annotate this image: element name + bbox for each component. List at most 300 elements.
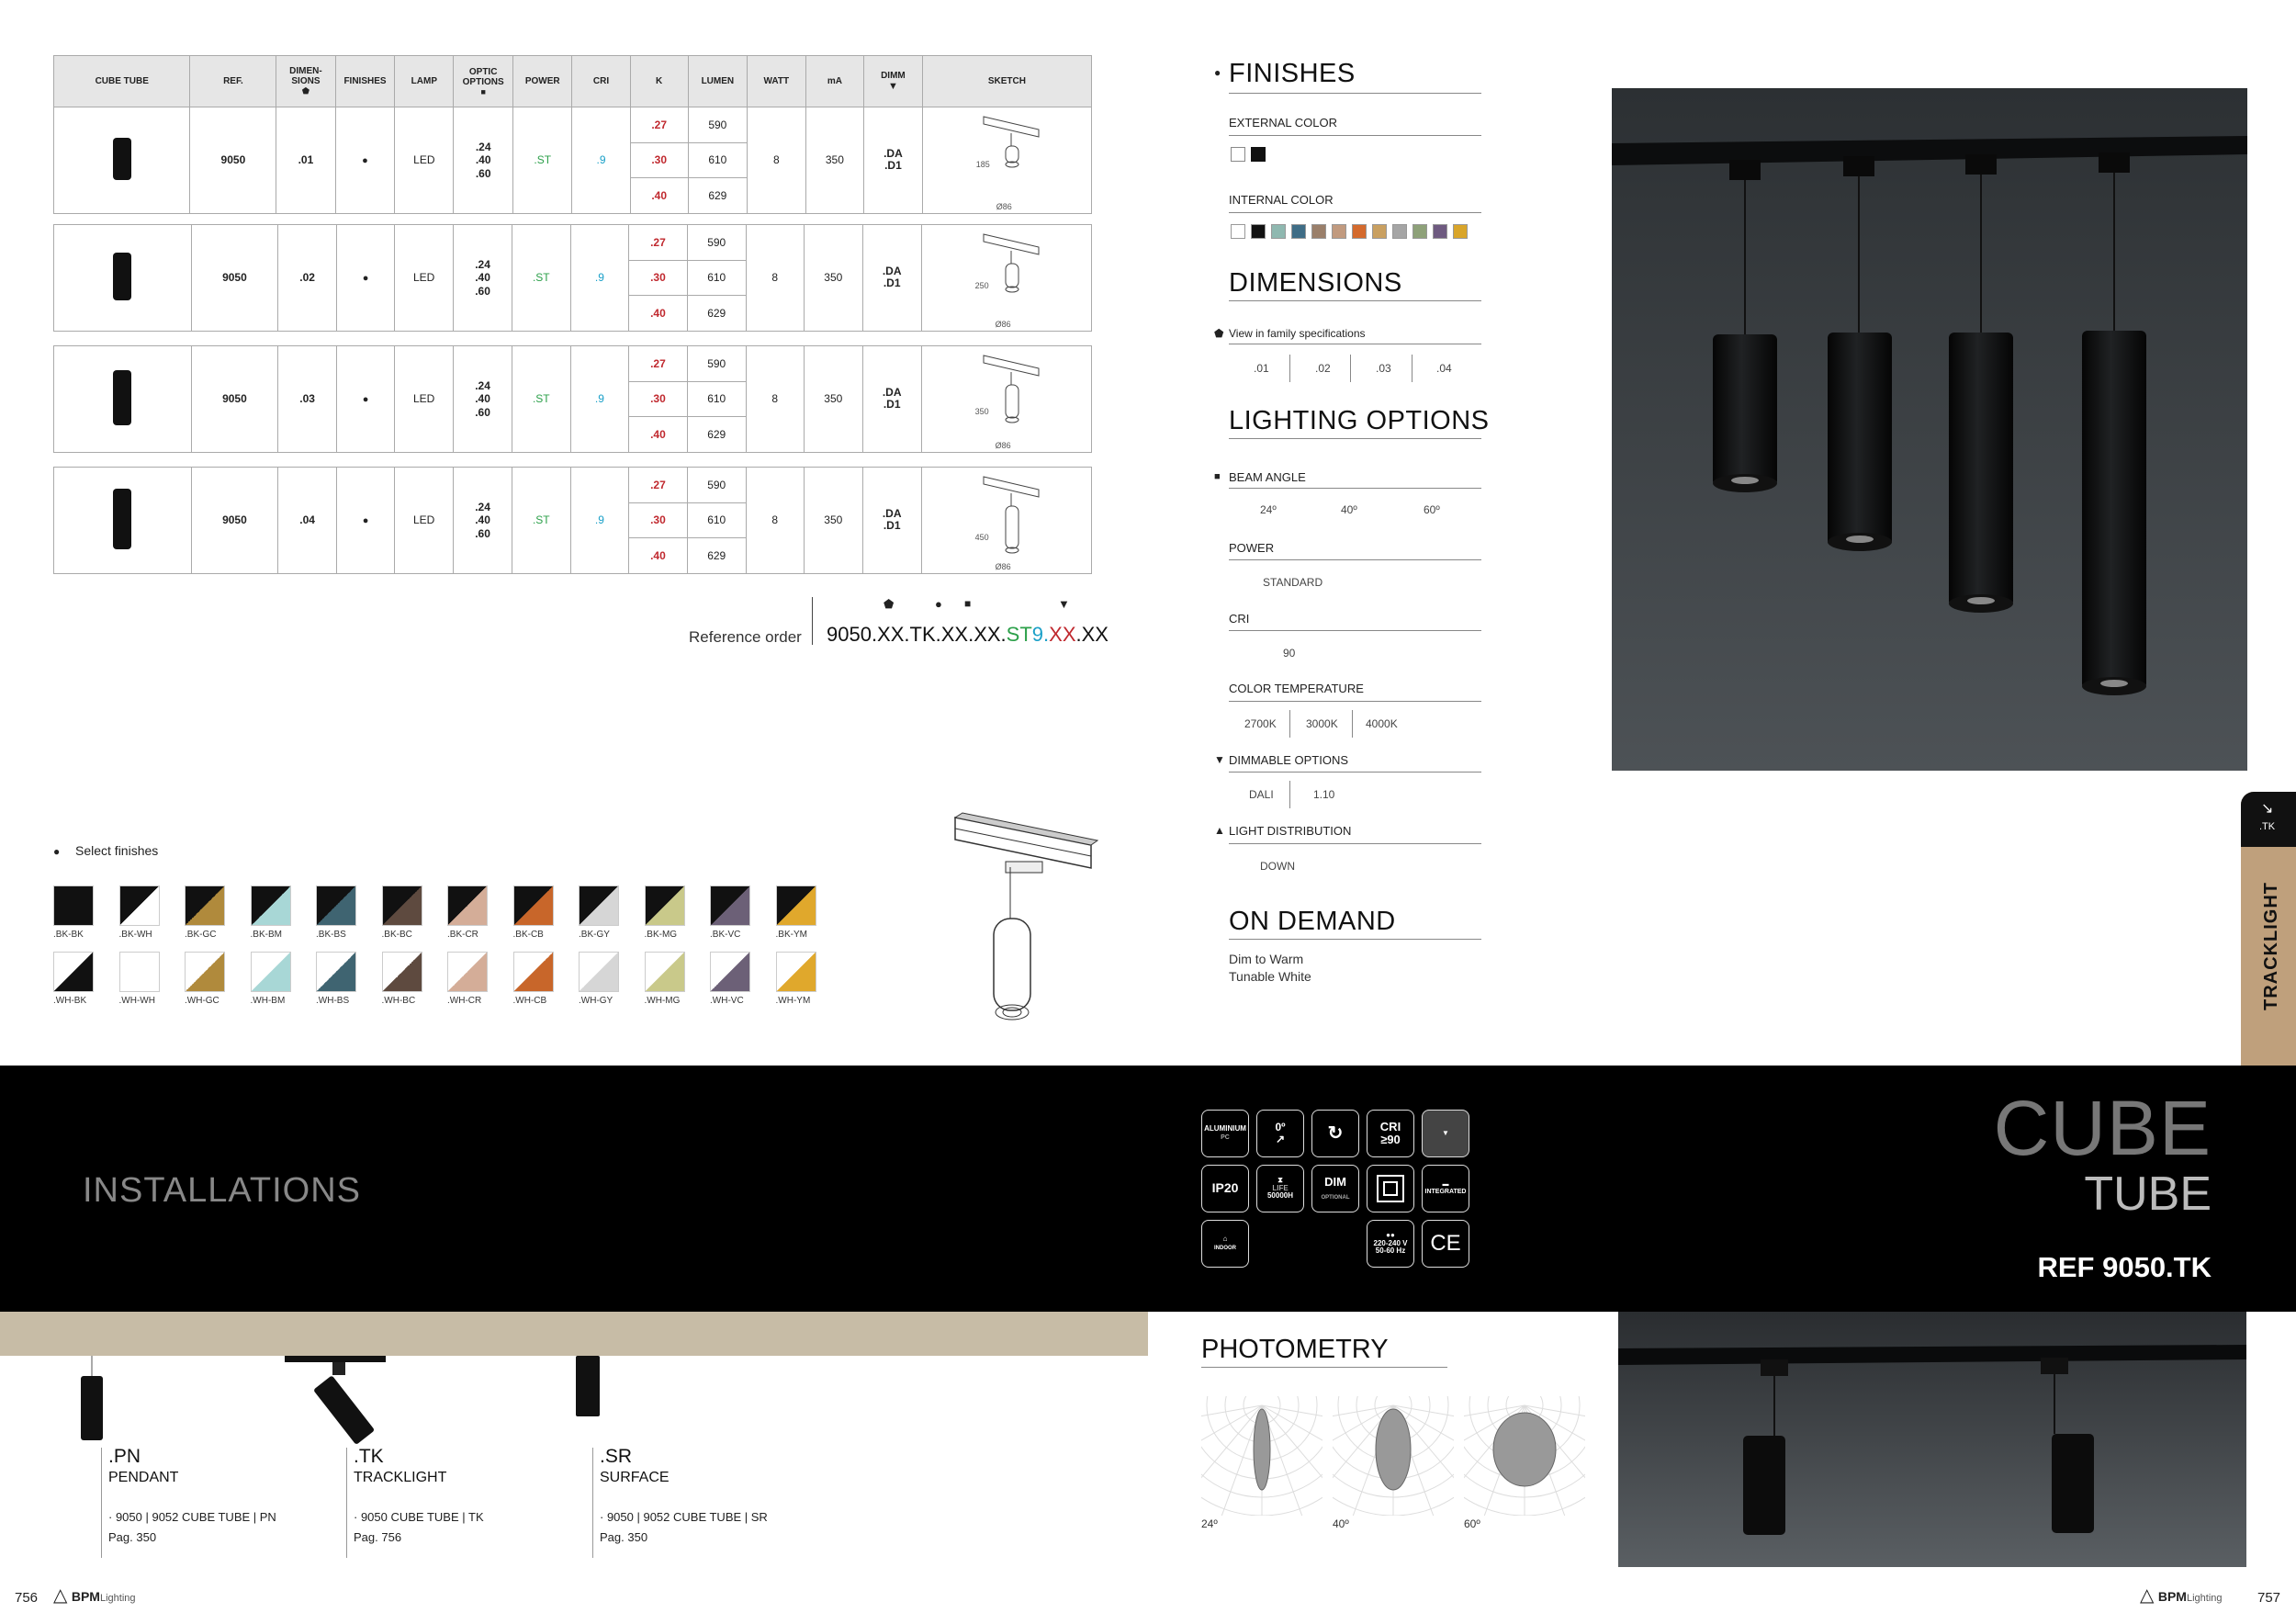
cell-optic: .24 .40 .60 bbox=[454, 107, 513, 214]
install-ref[interactable]: · 9050 CUBE TUBE | TK bbox=[354, 1510, 484, 1524]
pentagon-icon: ⬟ bbox=[1214, 327, 1224, 340]
cell-power: .ST bbox=[513, 107, 572, 214]
internal-color-swatch bbox=[1433, 224, 1447, 239]
option-value: 40º bbox=[1341, 503, 1357, 516]
sketch-height: 350 bbox=[974, 407, 989, 416]
cell-optic: .24 .40 .60 bbox=[454, 346, 512, 453]
light-distribution-value: DOWN bbox=[1260, 860, 1295, 873]
dimensions-title: DIMENSIONS bbox=[1229, 268, 1402, 298]
photometry-label: 24º bbox=[1201, 1517, 1218, 1530]
divider bbox=[1289, 710, 1290, 738]
finish-swatch[interactable] bbox=[579, 885, 619, 926]
cell-dimm: .DA .D1 bbox=[864, 107, 923, 214]
table-header-cell: LAMP bbox=[395, 56, 454, 107]
divider bbox=[1229, 772, 1481, 773]
sketch-height: 450 bbox=[974, 533, 989, 542]
cell-cri: .9 bbox=[570, 346, 628, 453]
sketch-cell bbox=[921, 346, 1091, 453]
internal-color-swatch bbox=[1271, 224, 1286, 239]
option-value: .01 bbox=[1254, 362, 1269, 375]
finish-swatch-label: .BK-BK bbox=[53, 930, 84, 940]
finish-swatch[interactable] bbox=[645, 952, 685, 992]
photometry-label: 40º bbox=[1333, 1517, 1349, 1530]
divider bbox=[1229, 488, 1481, 489]
power-value: STANDARD bbox=[1263, 576, 1323, 589]
finish-swatch-label: .BK-MG bbox=[644, 930, 678, 940]
divider bbox=[1229, 630, 1481, 631]
lighting-options-title: LIGHTING OPTIONS bbox=[1229, 406, 1490, 435]
finish-dot-cell bbox=[335, 107, 395, 214]
cell-cri: .9 bbox=[570, 225, 628, 332]
option-value: 1.10 bbox=[1313, 788, 1335, 801]
cell-cri: .9 bbox=[572, 107, 630, 214]
internal-color-swatch bbox=[1392, 224, 1407, 239]
brand-name: BPM bbox=[2157, 1589, 2187, 1604]
sketch-height: 250 bbox=[974, 281, 989, 290]
class-ii-icon bbox=[1367, 1165, 1414, 1212]
cell-k: .27 bbox=[630, 107, 688, 143]
install-ref[interactable]: · 9050 | 9052 CUBE TUBE | SR bbox=[600, 1510, 768, 1524]
finish-swatch[interactable] bbox=[382, 885, 422, 926]
ce-icon: CE bbox=[1422, 1220, 1469, 1268]
cell-ma: 350 bbox=[804, 225, 862, 332]
cell-k: .40 bbox=[630, 178, 688, 214]
finish-swatch[interactable] bbox=[447, 952, 488, 992]
table-header-cell: K bbox=[630, 56, 688, 107]
tracklight-illustration bbox=[285, 1356, 386, 1448]
divider bbox=[1289, 781, 1290, 808]
divider bbox=[1229, 212, 1481, 213]
option-value: 60º bbox=[1424, 503, 1440, 516]
cell-lumen: 590 bbox=[687, 225, 746, 261]
cell-lumen: 610 bbox=[687, 260, 746, 296]
finish-swatch[interactable] bbox=[53, 952, 94, 992]
color-temperature-label: COLOR TEMPERATURE bbox=[1229, 682, 1364, 695]
on-demand-title: ON DEMAND bbox=[1229, 907, 1396, 936]
power-label: POWER bbox=[1229, 541, 1275, 555]
cell-lamp: LED bbox=[395, 468, 454, 574]
cell-ma: 350 bbox=[804, 346, 862, 453]
finish-swatch[interactable] bbox=[710, 885, 750, 926]
cri-icon: CRI ≥90 bbox=[1367, 1110, 1414, 1157]
pendant-illustration bbox=[73, 1356, 110, 1442]
cell-lumen: 590 bbox=[687, 346, 746, 382]
cell-ma: 350 bbox=[804, 468, 862, 574]
finish-dot-cell bbox=[336, 346, 394, 453]
internal-color-swatch bbox=[1311, 224, 1326, 239]
table-header-cell: SKETCH bbox=[922, 56, 1091, 107]
installations-title: INSTALLATIONS bbox=[83, 1171, 361, 1210]
sdcm-icon: ▼ bbox=[1422, 1110, 1469, 1157]
finish-swatch-label: .BK-WH bbox=[118, 930, 152, 940]
reference-order bbox=[689, 597, 1109, 646]
finish-swatch[interactable] bbox=[251, 885, 291, 926]
product-thumbnail-cell bbox=[54, 107, 190, 214]
external-color-black bbox=[1251, 147, 1266, 162]
finish-swatch[interactable] bbox=[382, 952, 422, 992]
square-icon: ■ bbox=[480, 86, 486, 96]
brand-name: BPM bbox=[71, 1589, 100, 1604]
finish-swatch[interactable] bbox=[447, 885, 488, 926]
rotation-icon: ↻ bbox=[1311, 1110, 1359, 1157]
external-color-label: EXTERNAL COLOR bbox=[1229, 116, 1337, 130]
installation-photo bbox=[1618, 1312, 2246, 1567]
product-thumbnail bbox=[113, 370, 131, 425]
finish-swatch-label: .WH-GC bbox=[185, 996, 219, 1006]
cell-lumen: 610 bbox=[688, 142, 747, 178]
product-thumbnail bbox=[113, 253, 131, 300]
cell-ref: 9050 bbox=[191, 346, 278, 453]
product-thumbnail-cell bbox=[54, 346, 192, 453]
finish-swatch-label: .WH-BK bbox=[53, 996, 87, 1006]
cell-lumen: 610 bbox=[687, 502, 746, 538]
finish-dot-cell bbox=[336, 468, 394, 574]
cell-lumen: 629 bbox=[687, 417, 746, 453]
internal-color-swatch bbox=[1412, 224, 1427, 239]
cell-k: .30 bbox=[630, 142, 688, 178]
brand-sub: Lighting bbox=[99, 1593, 136, 1604]
square-icon: ■ bbox=[1214, 471, 1221, 482]
divider bbox=[1352, 710, 1353, 738]
divider bbox=[1229, 438, 1481, 439]
page-number-left: 756 bbox=[15, 1590, 39, 1606]
order-marker-dot-icon: ● bbox=[935, 597, 942, 611]
install-divider bbox=[346, 1448, 347, 1558]
install-code: .PN bbox=[108, 1446, 141, 1467]
finish-swatch-label: .BK-CR bbox=[447, 930, 478, 940]
cell-lumen: 590 bbox=[687, 468, 746, 503]
cell-k: .40 bbox=[629, 296, 688, 332]
finish-swatch-label: .WH-VC bbox=[710, 996, 744, 1006]
cell-lamp: LED bbox=[395, 225, 454, 332]
bullet-icon: ● bbox=[53, 845, 61, 858]
bullet-icon: ● bbox=[362, 272, 369, 284]
finish-swatch[interactable] bbox=[645, 885, 685, 926]
cell-lumen: 610 bbox=[687, 381, 746, 417]
finish-dot-cell bbox=[336, 225, 394, 332]
finish-swatch-label: .BK-BM bbox=[250, 930, 282, 940]
divider bbox=[1229, 701, 1481, 702]
divider bbox=[1229, 559, 1481, 560]
cell-power: .ST bbox=[512, 346, 570, 453]
finish-swatch[interactable] bbox=[185, 885, 225, 926]
sketch-drawing bbox=[965, 469, 1048, 569]
sketch-drawing bbox=[965, 109, 1048, 209]
finish-swatch[interactable] bbox=[316, 885, 356, 926]
cell-ma: 350 bbox=[805, 107, 863, 214]
install-code: .SR bbox=[600, 1446, 633, 1467]
triangle-down-icon: ▼ bbox=[887, 81, 898, 92]
finish-swatch[interactable] bbox=[579, 952, 619, 992]
internal-color-swatch bbox=[1332, 224, 1346, 239]
finish-swatch-label: .WH-WH bbox=[118, 996, 155, 1006]
bullet-icon: ● bbox=[362, 393, 369, 405]
aluminium-icon: ALUMINIUM PC bbox=[1201, 1110, 1249, 1157]
sketch-drawing bbox=[965, 227, 1048, 326]
cell-k: .30 bbox=[629, 381, 688, 417]
product-thumbnail bbox=[113, 489, 131, 549]
installations-band bbox=[0, 1312, 1148, 1356]
cell-dim: .03 bbox=[278, 346, 337, 453]
table-header-cell: WATT bbox=[747, 56, 805, 107]
cell-watt: 8 bbox=[747, 107, 805, 214]
finish-swatch[interactable] bbox=[776, 952, 816, 992]
table-header-cell: mA bbox=[805, 56, 863, 107]
finish-swatch-label: .BK-BS bbox=[316, 930, 346, 940]
install-divider bbox=[101, 1448, 102, 1558]
table-header-cell: OPTIC OPTIONS ■ bbox=[454, 56, 513, 107]
install-name: TRACKLIGHT bbox=[354, 1470, 447, 1485]
table-row bbox=[54, 346, 1092, 382]
finish-swatch-label: .WH-BC bbox=[381, 996, 416, 1006]
spec-table bbox=[53, 345, 1092, 453]
cell-optic: .24 .40 .60 bbox=[454, 468, 512, 574]
table-header-cell: DIMEN-SIONS ⬟ bbox=[276, 56, 335, 107]
finish-swatch[interactable] bbox=[513, 885, 554, 926]
cell-dim: .01 bbox=[276, 107, 335, 214]
finish-swatch[interactable] bbox=[776, 885, 816, 926]
divider bbox=[1229, 135, 1481, 136]
finish-swatch-label: .WH-CB bbox=[512, 996, 547, 1006]
cell-dimm: .DA .D1 bbox=[862, 346, 921, 453]
finish-swatch[interactable] bbox=[119, 952, 160, 992]
table-header-cell: DIMM ▼ bbox=[864, 56, 923, 107]
page-number-right: 757 bbox=[2257, 1590, 2281, 1606]
cell-k: .40 bbox=[629, 417, 688, 453]
order-marker-square-icon: ■ bbox=[964, 597, 972, 610]
bullet-icon: ● bbox=[362, 514, 369, 526]
table-header-cell: FINISHES bbox=[335, 56, 395, 107]
internal-color-swatch bbox=[1251, 224, 1266, 239]
sketch-cell bbox=[921, 468, 1091, 574]
finish-swatch-label: .BK-BC bbox=[381, 930, 412, 940]
reference-order-label: Reference order bbox=[689, 628, 802, 646]
install-page[interactable]: Pag. 350 bbox=[108, 1530, 157, 1544]
table-header-row bbox=[54, 56, 1092, 107]
table-header-cell: POWER bbox=[513, 56, 572, 107]
cell-optic: .24 .40 .60 bbox=[454, 225, 512, 332]
finishes-title: FINISHES bbox=[1229, 59, 1356, 88]
option-value: 24º bbox=[1260, 503, 1277, 516]
product-photo bbox=[1612, 88, 2247, 771]
cell-lumen: 629 bbox=[687, 296, 746, 332]
finishes-bullet-icon: ● bbox=[1214, 66, 1221, 79]
polar-diagram bbox=[1464, 1396, 1585, 1516]
polar-diagram bbox=[1201, 1396, 1322, 1516]
cell-k: .30 bbox=[629, 260, 688, 296]
cell-cri: .9 bbox=[570, 468, 628, 574]
table-header-cell: CUBE TUBE bbox=[54, 56, 190, 107]
cell-k: .27 bbox=[629, 468, 688, 503]
cell-lumen: 590 bbox=[688, 107, 747, 143]
side-tab-code-box bbox=[2241, 792, 2296, 847]
cell-dimm: .DA .D1 bbox=[862, 468, 921, 574]
finish-swatch[interactable] bbox=[710, 952, 750, 992]
cell-dim: .02 bbox=[278, 225, 337, 332]
finish-swatch-label: .WH-BS bbox=[316, 996, 350, 1006]
indoor-icon: ⌂ INDOOR bbox=[1201, 1220, 1249, 1268]
spec-table bbox=[53, 224, 1092, 332]
divider bbox=[1229, 939, 1481, 940]
on-demand-item: Tunable White bbox=[1229, 969, 1311, 984]
product-reference: REF 9050.TK bbox=[2037, 1251, 2212, 1283]
finish-swatch-label: .WH-MG bbox=[644, 996, 681, 1006]
product-thumbnail-cell bbox=[54, 468, 192, 574]
select-finishes bbox=[53, 843, 834, 1018]
product-title-line1: CUBE bbox=[1993, 1085, 2212, 1171]
install-page[interactable]: Pag. 756 bbox=[354, 1530, 402, 1544]
divider bbox=[1350, 355, 1351, 382]
cell-lamp: LED bbox=[395, 107, 454, 214]
install-name: PENDANT bbox=[108, 1470, 179, 1485]
cell-lamp: LED bbox=[395, 346, 454, 453]
cell-dim: .04 bbox=[278, 468, 337, 574]
reference-order-code: 9050.XX.TK.XX.XX.ST9.XX.XX bbox=[827, 623, 1109, 646]
polar-diagram bbox=[1333, 1396, 1454, 1516]
integrated-driver-icon: ▬ INTEGRATED bbox=[1422, 1165, 1469, 1212]
table-header-cell: LUMEN bbox=[688, 56, 747, 107]
cell-k: .27 bbox=[629, 346, 688, 382]
product-thumbnail bbox=[113, 138, 131, 180]
table-row bbox=[54, 225, 1092, 261]
voltage-icon: ●● 220-240 V 50-60 Hz bbox=[1367, 1220, 1414, 1268]
pentagon-icon: ⬟ bbox=[302, 86, 310, 96]
finish-swatch-label: .BK-VC bbox=[710, 930, 741, 940]
product-thumbnail-cell bbox=[54, 225, 192, 332]
finish-swatch[interactable] bbox=[513, 952, 554, 992]
cell-dimm: .DA .D1 bbox=[862, 225, 921, 332]
cell-lumen: 629 bbox=[687, 538, 746, 574]
lifetime-icon: ⧗ LIFE 50000H bbox=[1256, 1165, 1304, 1212]
internal-color-swatch bbox=[1231, 224, 1245, 239]
finish-swatch[interactable] bbox=[53, 885, 94, 926]
install-ref[interactable]: · 9050 | 9052 CUBE TUBE | PN bbox=[108, 1510, 276, 1524]
sketch-diameter: Ø86 bbox=[996, 201, 1012, 211]
order-marker-triangle-icon: ▼ bbox=[1058, 597, 1070, 611]
internal-color-swatch bbox=[1352, 224, 1367, 239]
select-finishes-label: Select finishes bbox=[75, 843, 159, 858]
cri-label: CRI bbox=[1229, 612, 1250, 626]
option-value: .04 bbox=[1436, 362, 1452, 375]
bullet-icon: ● bbox=[362, 154, 368, 166]
internal-color-swatch bbox=[1372, 224, 1387, 239]
option-value: .03 bbox=[1376, 362, 1391, 375]
product-title-line2: TUBE bbox=[2084, 1167, 2212, 1221]
tilt-icon: 0º ↗ bbox=[1256, 1110, 1304, 1157]
divider bbox=[1229, 93, 1481, 94]
finish-swatch-label: .BK-YM bbox=[775, 930, 807, 940]
cell-watt: 8 bbox=[746, 346, 804, 453]
install-page[interactable]: Pag. 350 bbox=[600, 1530, 648, 1544]
cell-ref: 9050 bbox=[191, 468, 278, 574]
side-tab-code: .TK bbox=[2259, 821, 2276, 832]
spec-table bbox=[53, 467, 1092, 574]
cell-k: .27 bbox=[629, 225, 688, 261]
cell-ref: 9050 bbox=[191, 225, 278, 332]
table-row bbox=[54, 468, 1092, 503]
finish-swatch[interactable] bbox=[185, 952, 225, 992]
dimensions-note: View in family specifications bbox=[1229, 327, 1366, 340]
track-pendant-illustration bbox=[946, 808, 1102, 1033]
install-divider bbox=[592, 1448, 593, 1558]
internal-color-swatch bbox=[1453, 224, 1468, 239]
triangle-up-icon: ▲ bbox=[1214, 824, 1225, 837]
cell-power: .ST bbox=[512, 468, 570, 574]
spec-table bbox=[53, 55, 1092, 214]
sketch-cell bbox=[921, 225, 1091, 332]
finish-swatch-label: .BK-GY bbox=[579, 930, 610, 940]
sketch-height: 185 bbox=[975, 160, 990, 169]
beam-angle-label: BEAM ANGLE bbox=[1229, 470, 1306, 484]
divider bbox=[1229, 300, 1481, 301]
finish-swatch[interactable] bbox=[316, 952, 356, 992]
divider bbox=[1229, 843, 1481, 844]
sketch-drawing bbox=[965, 348, 1048, 447]
finish-swatch-label: .BK-CB bbox=[512, 930, 544, 940]
table-header-cell: REF. bbox=[190, 56, 276, 107]
cell-watt: 8 bbox=[746, 468, 804, 574]
logo-triangle-icon: △ bbox=[53, 1585, 68, 1606]
option-value: DALI bbox=[1249, 788, 1274, 801]
logo-triangle-icon: △ bbox=[2140, 1585, 2155, 1606]
reference-order-divider bbox=[812, 597, 813, 645]
cell-ref: 9050 bbox=[190, 107, 276, 214]
table-row bbox=[54, 107, 1092, 143]
sketch-diameter: Ø86 bbox=[995, 561, 1011, 571]
option-value: 4000K bbox=[1366, 717, 1398, 730]
side-tab-label: TRACKLIGHT bbox=[2261, 882, 2281, 1010]
tracklight-icon: ↘ bbox=[2261, 801, 2274, 817]
triangle-down-icon: ▼ bbox=[1214, 753, 1225, 766]
finish-swatch-label: .WH-CR bbox=[447, 996, 482, 1006]
cell-lumen: 629 bbox=[688, 178, 747, 214]
sketch-diameter: Ø86 bbox=[995, 319, 1011, 329]
cell-k: .40 bbox=[629, 538, 688, 574]
brand-logo-right bbox=[2140, 1584, 2223, 1607]
photometry-label: 60º bbox=[1464, 1517, 1480, 1530]
external-color-white bbox=[1231, 147, 1245, 162]
photometry-title: PHOTOMETRY bbox=[1201, 1335, 1389, 1364]
order-marker-pentagon-icon: ⬟ bbox=[884, 597, 895, 611]
cri-value: 90 bbox=[1283, 647, 1296, 660]
sketch-diameter: Ø86 bbox=[995, 440, 1011, 450]
option-value: 3000K bbox=[1306, 717, 1338, 730]
finish-swatch[interactable] bbox=[251, 952, 291, 992]
finish-swatch[interactable] bbox=[119, 885, 160, 926]
table-header-cell: CRI bbox=[572, 56, 630, 107]
dim-icon: DIM OPTIONAL bbox=[1311, 1165, 1359, 1212]
on-demand-item: Dim to Warm bbox=[1229, 952, 1304, 966]
cell-power: .ST bbox=[512, 225, 570, 332]
sketch-cell bbox=[922, 107, 1091, 214]
surface-illustration bbox=[574, 1356, 602, 1420]
internal-color-label: INTERNAL COLOR bbox=[1229, 193, 1334, 207]
finish-swatch-label: .WH-BM bbox=[250, 996, 286, 1006]
option-value: 2700K bbox=[1244, 717, 1277, 730]
brand-sub: Lighting bbox=[2186, 1593, 2223, 1604]
internal-color-swatch bbox=[1291, 224, 1306, 239]
divider bbox=[1289, 355, 1290, 382]
cell-watt: 8 bbox=[746, 225, 804, 332]
option-value: .02 bbox=[1315, 362, 1331, 375]
finish-swatch-label: .WH-GY bbox=[579, 996, 613, 1006]
brand-logo-left bbox=[53, 1584, 136, 1607]
ip20-icon: IP20 bbox=[1201, 1165, 1249, 1212]
divider bbox=[1201, 1367, 1447, 1368]
cell-k: .30 bbox=[629, 502, 688, 538]
finish-swatch-label: .BK-GC bbox=[185, 930, 217, 940]
light-distribution-label: LIGHT DISTRIBUTION bbox=[1229, 824, 1352, 838]
